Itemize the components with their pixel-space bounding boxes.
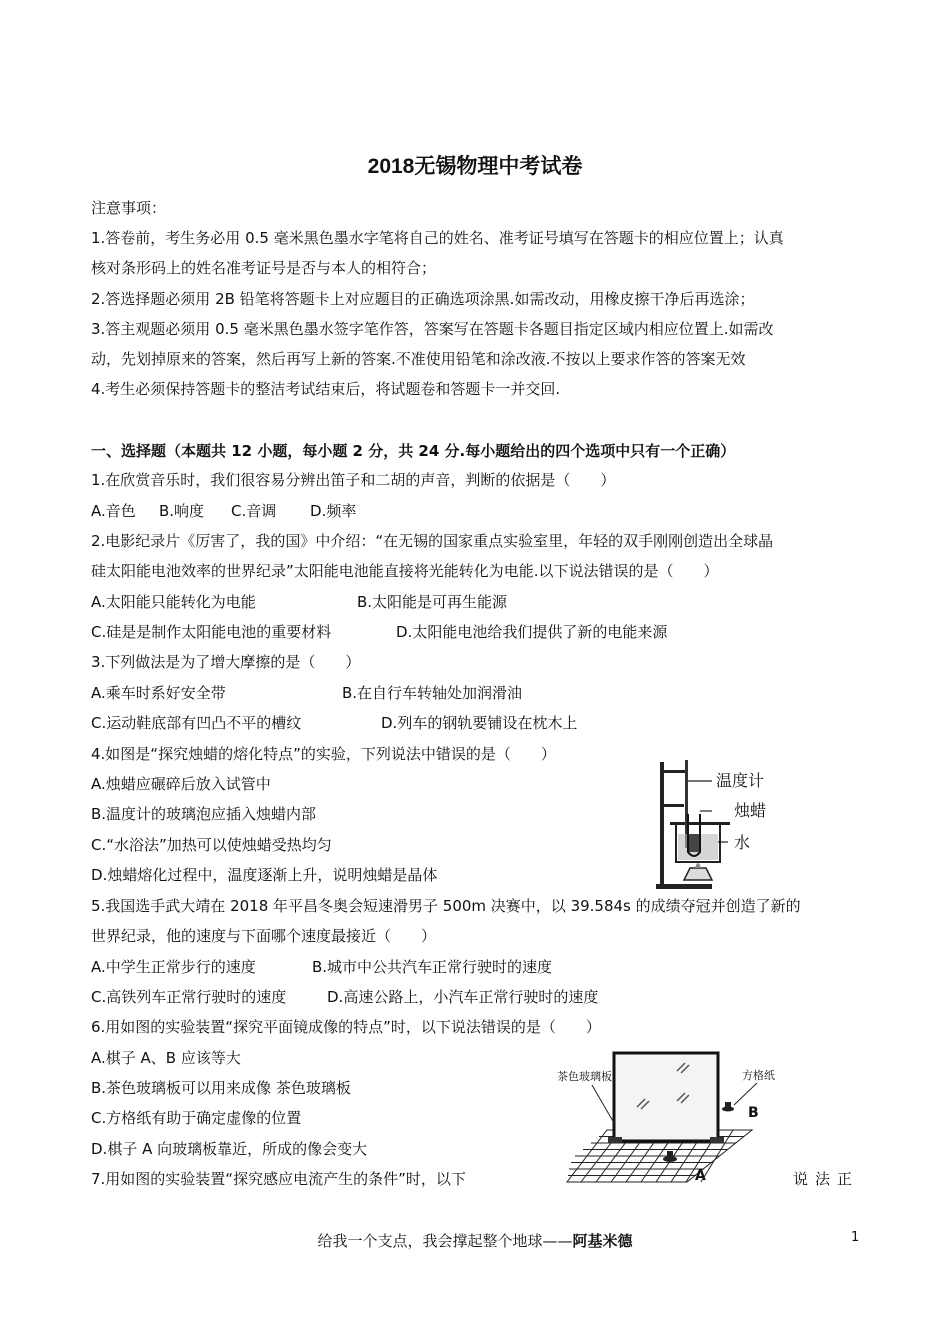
question-5-stem: 世界纪录，他的速度与下面哪个速度最接近（ ） xyxy=(91,927,437,945)
option-b: B.温度计的玻璃泡应插入烛蜡内部 xyxy=(91,805,317,823)
notes-line: 核对条形码上的姓名准考证号是否与本人的相符合； xyxy=(91,259,437,277)
question-3-options-row xyxy=(91,683,522,703)
question-2-stem: 2.电影纪录片《厉害了，我的国》中介绍：“在无锡的国家重点实验室里，年轻的双手刚刚创造出全球晶 xyxy=(91,532,774,550)
question-4-stem: 4.如图是“探究烛蜡的熔化特点”的实验，下列说法中错误的是（ ） xyxy=(91,745,556,763)
thermometer-label: 温度计 xyxy=(716,771,765,790)
option-c: C.硅是是制作太阳能电池的重要材料 xyxy=(91,623,332,641)
page-number: 1 xyxy=(851,1230,860,1245)
page-title: 2018无锡物理中考试卷 xyxy=(367,155,583,178)
option-c: C.音调 xyxy=(231,502,277,520)
option-a: A.棋子 A、B 应该等大 xyxy=(91,1049,241,1067)
question-5-options-row xyxy=(91,957,552,977)
water-label: 水 xyxy=(734,833,751,852)
stand-base xyxy=(656,884,712,889)
alcohol-lamp xyxy=(684,868,712,880)
footer-quote xyxy=(0,1230,950,1251)
option-a: A.中学生正常步行的速度 xyxy=(91,958,256,976)
option-d: D.烛蜡熔化过程中，温度逐渐上升，说明烛蜡是晶体 xyxy=(91,866,438,884)
glass-plate xyxy=(614,1053,718,1141)
piece-b-label: B xyxy=(748,1105,759,1121)
option-b: B.城市中公共汽车正常行驶时的速度 xyxy=(312,958,553,976)
option-a: A.音色 xyxy=(91,502,136,520)
question-3-options-row xyxy=(91,713,577,733)
option-d: D.棋子 A 向玻璃板靠近，所成的像会变大 xyxy=(91,1140,368,1158)
question-7-stem-right: 说法正 xyxy=(792,1170,859,1188)
wax-label: 烛蜡 xyxy=(734,801,767,820)
notes-line: 1.答卷前，考生务必用 0.5 毫米黑色墨水字笔将自己的姓名、准考证号填写在答题卡的相应位置上；认真 xyxy=(91,229,784,247)
footer-quote-text: 给我一个支点，我会撑起整个地球—— xyxy=(317,1232,573,1250)
notes-line: 2.答选择题必须用 2B 铅笔将答题卡上对应题目的正确选项涂黑.如需改动，用橡皮擦干净后再选涂； xyxy=(91,290,755,308)
option-a: A.乘车时系好安全带 xyxy=(91,684,226,702)
glass-stand xyxy=(608,1137,622,1143)
question-3-stem: 3.下列做法是为了增大摩擦的是（ ） xyxy=(91,653,361,671)
option-a: A.烛蜡应碾碎后放入试管中 xyxy=(91,775,271,793)
notes-heading: 注意事项： xyxy=(91,199,167,217)
question-5-stem: 5.我国选手武大靖在 2018 年平昌冬奥会短速滑男子 500m 决赛中，以 39.584s 的成绩夺冠并创造了新的 xyxy=(91,897,801,915)
question-6-stem: 6.用如图的实验装置“探究平面镜成像的特点”时，以下说法错误的是（ ） xyxy=(91,1018,601,1036)
option-b: B.茶色玻璃板可以用来成像 茶色玻璃板 xyxy=(91,1079,351,1097)
plane-mirror-figure xyxy=(552,1045,782,1185)
section-heading: 一、选择题（本题共 12 小题，每小题 2 分，共 24 分.每小题给出的四个选项中只有一个正确） xyxy=(91,442,736,460)
option-d: D.太阳能电池给我们提供了新的电能来源 xyxy=(396,623,668,641)
option-b: B.在自行车转轴处加润滑油 xyxy=(342,684,523,702)
question-5-options-row xyxy=(91,987,598,1007)
question-7-stem-left: 7.用如图的实验装置“探究感应电流产生的条件”时，以下 xyxy=(91,1170,466,1188)
option-d: D.列车的钢轨要铺设在枕木上 xyxy=(381,714,578,732)
question-1-stem: 1.在欣赏音乐时，我们很容易分辨出笛子和二胡的声音，判断的依据是（ ） xyxy=(91,471,616,489)
glass-label: 茶色玻璃板 xyxy=(557,1070,612,1083)
flame xyxy=(695,863,701,868)
question-2-stem: 硅太阳能电池效率的世界纪录”太阳能电池能直接将光能转化为电能.以下说法错误的是（ ） xyxy=(91,562,719,580)
footer-quote-author: 阿基米德 xyxy=(572,1232,633,1250)
question-2-options-row xyxy=(91,592,507,612)
option-c: C.方格纸有助于确定虚像的位置 xyxy=(91,1109,302,1127)
question-7-stem xyxy=(91,1169,859,1189)
notes-line: 4.考生必须保持答题卡的整洁考试结束后，将试题卷和答题卡一并交回. xyxy=(91,380,561,398)
option-d: D.频率 xyxy=(310,502,357,520)
option-c: C.运动鞋底部有凹凸不平的槽纹 xyxy=(91,714,302,732)
notes-line: 动，先划掉原来的答案，然后再写上新的答案.不准使用铅笔和涂改液.不按以上要求作答的答案无效 xyxy=(91,350,746,368)
piece-a-label: A xyxy=(695,1168,706,1184)
option-b: B.太阳能是可再生能源 xyxy=(357,593,508,611)
grid-label: 方格纸 xyxy=(742,1069,775,1082)
wax-melting-figure xyxy=(650,756,780,892)
option-c: C.“水浴法”加热可以使烛蜡受热均匀 xyxy=(91,836,332,854)
question-1-options xyxy=(91,501,356,521)
notes-line: 3.答主观题必须用 0.5 毫米黑色墨水签字笔作答，答案写在答题卡各题目指定区域内相应位置上.如需改 xyxy=(91,320,774,338)
option-b: B.响度 xyxy=(159,502,205,520)
wax xyxy=(689,834,699,852)
option-c: C.高铁列车正常行驶时的速度 xyxy=(91,988,287,1006)
option-d: D.高速公路上，小汽车正常行驶时的速度 xyxy=(327,988,599,1006)
question-2-options-row xyxy=(91,622,667,642)
glass-stand xyxy=(710,1137,724,1143)
stand-rod xyxy=(660,762,664,886)
option-a: A.太阳能只能转化为电能 xyxy=(91,593,256,611)
